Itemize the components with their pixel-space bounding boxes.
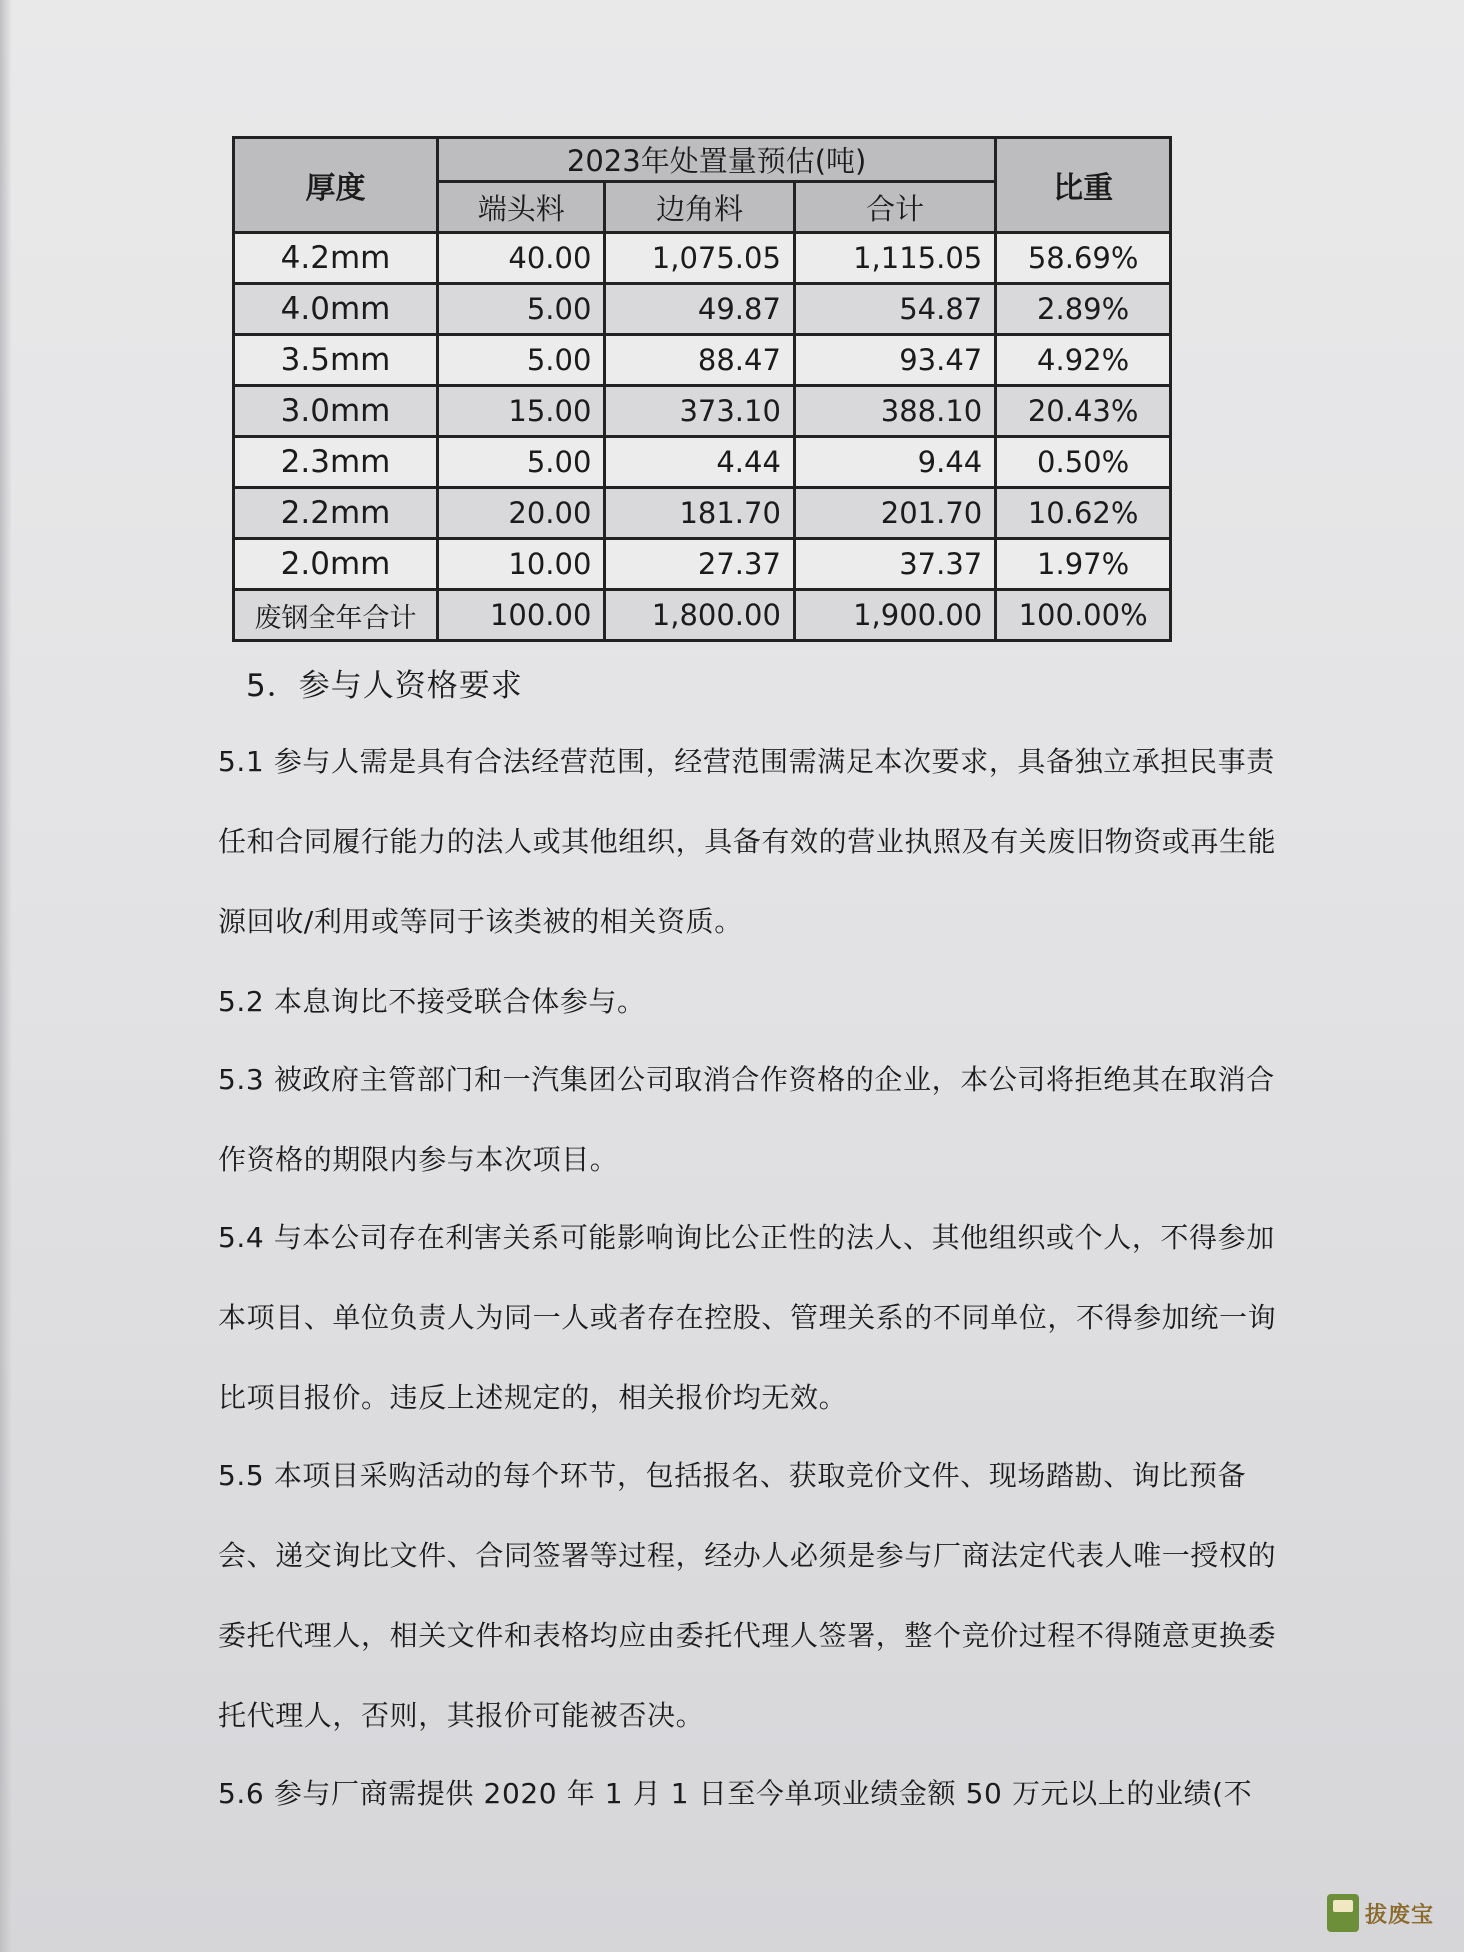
cell-thickness: 2.2mm	[234, 488, 438, 539]
header-total: 合计	[794, 182, 995, 233]
paragraph-5-3: 5.3 被政府主管部门和一汽集团公司取消合作资格的企业，本公司将拒绝其在取消合作资格的期限内参与本次项目。	[218, 1063, 1275, 1176]
cell-edge-material: 27.37	[605, 539, 795, 590]
cell-ratio: 20.43%	[996, 386, 1171, 437]
cell-ratio: 2.89%	[996, 284, 1171, 335]
cell-edge-material: 1,075.05	[605, 233, 795, 284]
total-end: 100.00	[438, 590, 605, 641]
table-row	[234, 539, 1171, 590]
cell-thickness: 3.0mm	[234, 386, 438, 437]
table-header-row	[234, 138, 1171, 182]
cell-ratio: 0.50%	[996, 437, 1171, 488]
cell-thickness: 3.5mm	[234, 335, 438, 386]
table-total-row	[234, 590, 1171, 641]
header-end-material: 端头料	[438, 182, 605, 233]
table-row	[234, 386, 1171, 437]
header-group-estimate: 2023年处置量预估(吨)	[438, 138, 996, 182]
cell-ratio: 10.62%	[996, 488, 1171, 539]
robot-logo-icon	[1327, 1894, 1359, 1932]
cell-total: 9.44	[794, 437, 995, 488]
total-ratio: 100.00%	[996, 590, 1171, 641]
cell-end-material: 15.00	[438, 386, 605, 437]
cell-edge-material: 88.47	[605, 335, 795, 386]
page-edge-shadow	[0, 0, 12, 1952]
cell-thickness: 2.0mm	[234, 539, 438, 590]
cell-edge-material: 181.70	[605, 488, 795, 539]
disposal-estimate-table	[232, 136, 1172, 642]
watermark-text: 拔废宝	[1364, 1902, 1434, 1928]
paragraph-5-4: 5.4 与本公司存在利害关系可能影响询比公正性的法人、其他组织或个人，不得参加本项目、单位负责人为同一人或者存在控股、管理关系的不同单位，不得参加统一询比项目报价。违反上述规定的，相关报价均无效。	[218, 1221, 1277, 1414]
cell-end-material: 20.00	[438, 488, 605, 539]
cell-end-material: 5.00	[438, 284, 605, 335]
cell-end-material: 5.00	[438, 335, 605, 386]
cell-total: 388.10	[794, 386, 995, 437]
section-heading: 5．参与人资格要求	[246, 668, 523, 704]
paragraph-5-6: 5.6 参与厂商需提供 2020 年 1 月 1 日至今单项业绩金额 50 万元以上的业绩(不	[218, 1777, 1253, 1810]
paragraph-5-5: 5.5 本项目采购活动的每个环节，包括报名、获取竞价文件、现场踏勘、询比预备会、递交询比文件、合同签署等过程，经办人必须是参与厂商法定代表人唯一授权的委托代理人，相关文件和表格均应由委托代理人签署，整个竞价过程不得随意更换委托代理人，否则，其报价可能被否决。	[218, 1459, 1277, 1732]
paragraph-5-1: 5.1 参与人需是具有合法经营范围，经营范围需满足本次要求，具备独立承担民事责任和合同履行能力的法人或其他组织，具备有效的营业执照及有关废旧物资或再生能源回收/利用或等同于该类被的相关资质。	[218, 745, 1277, 938]
cell-edge-material: 373.10	[605, 386, 795, 437]
header-ratio: 比重	[996, 138, 1171, 233]
cell-total: 93.47	[794, 335, 995, 386]
cell-total: 54.87	[794, 284, 995, 335]
cell-total: 1,115.05	[794, 233, 995, 284]
total-sum: 1,900.00	[794, 590, 995, 641]
header-thickness: 厚度	[234, 138, 438, 233]
table-row	[234, 233, 1171, 284]
cell-total: 201.70	[794, 488, 995, 539]
header-edge-material: 边角料	[605, 182, 795, 233]
cell-ratio: 1.97%	[996, 539, 1171, 590]
cell-end-material: 40.00	[438, 233, 605, 284]
total-label: 废钢全年合计	[234, 590, 438, 641]
cell-thickness: 4.0mm	[234, 284, 438, 335]
cell-ratio: 4.92%	[996, 335, 1171, 386]
cell-edge-material: 4.44	[605, 437, 795, 488]
paragraph-5-2: 5.2 本息询比不接受联合体参与。	[218, 985, 646, 1018]
cell-thickness: 4.2mm	[234, 233, 438, 284]
table-row	[234, 488, 1171, 539]
cell-thickness: 2.3mm	[234, 437, 438, 488]
table-row	[234, 335, 1171, 386]
table-row	[234, 437, 1171, 488]
watermark	[1327, 1894, 1434, 1932]
cell-ratio: 58.69%	[996, 233, 1171, 284]
cell-edge-material: 49.87	[605, 284, 795, 335]
cell-end-material: 5.00	[438, 437, 605, 488]
cell-total: 37.37	[794, 539, 995, 590]
cell-end-material: 10.00	[438, 539, 605, 590]
table-row	[234, 284, 1171, 335]
total-edge: 1,800.00	[605, 590, 795, 641]
